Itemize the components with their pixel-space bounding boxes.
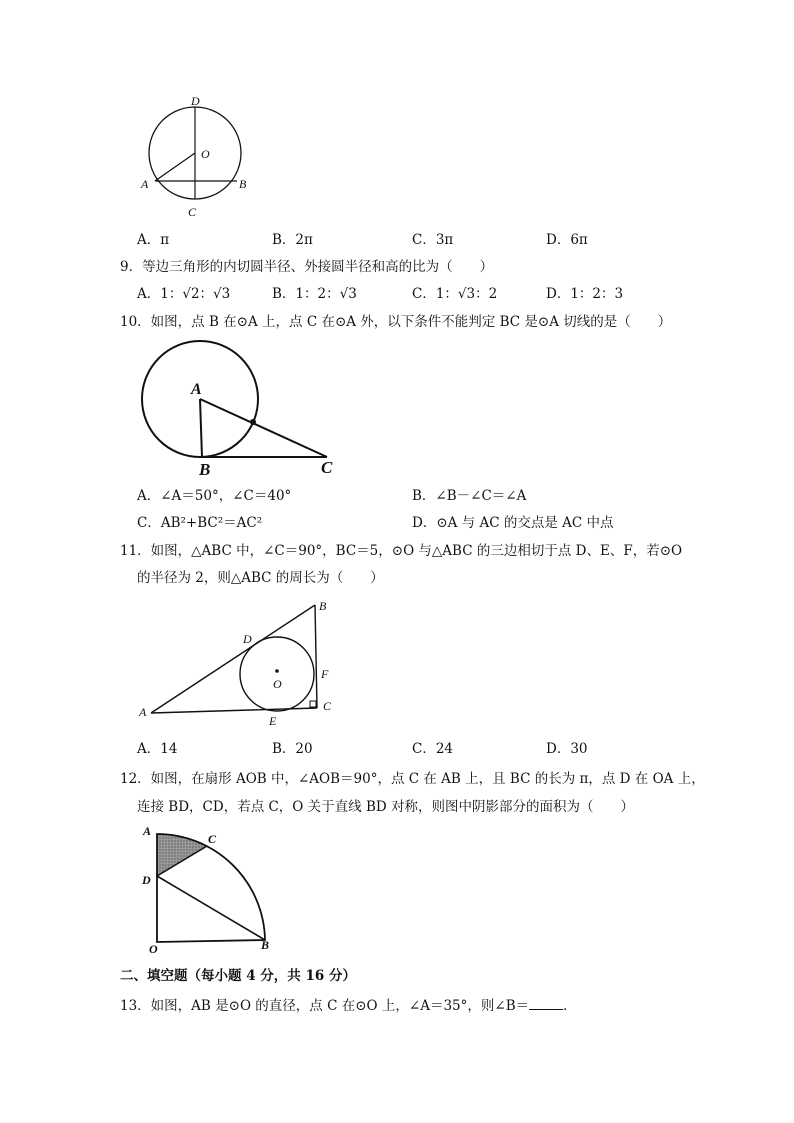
q11-option-d: D．30: [546, 741, 588, 757]
q10-option-b: B．∠B－∠C＝∠A: [412, 488, 527, 504]
q9-option-c: C．1：√3：2: [412, 286, 498, 302]
q8-option-c: C．3π: [412, 232, 454, 248]
q8-circle-figure: [135, 95, 255, 220]
q9-option-a: A．1：√2：√3: [137, 286, 231, 302]
q13-stem-row: [120, 995, 577, 1017]
q11-incircle-figure: [135, 595, 345, 730]
q9-stem: 9．等边三角形的内切圆半径、外接圆半径和高的比为（ ）: [120, 259, 494, 275]
section-heading: 二、填空题（每小题 4 分，共 16 分）: [120, 968, 356, 984]
label-D: D: [191, 95, 200, 108]
q10-option-c: C．AB²+BC²＝AC²: [137, 515, 263, 531]
q10-tangent-figure: [135, 335, 345, 480]
label-E: E: [269, 714, 277, 728]
q9-option-b: B．1：2：√3: [272, 286, 357, 302]
q11-option-a: A．14: [137, 741, 178, 757]
label-O: O: [273, 677, 282, 691]
label-A: A: [191, 381, 202, 398]
q10-option-a: A．∠A＝50°，∠C＝40°: [137, 488, 292, 504]
label-F: F: [321, 667, 329, 681]
label-A: A: [143, 824, 152, 838]
q11-option-b: B．20: [272, 741, 313, 757]
q10-stem: 10．如图，点 B 在⊙A 上，点 C 在⊙A 外，以下条件不能判定 BC 是⊙A 切线的是（ ）: [120, 314, 672, 330]
label-A: A: [139, 705, 147, 719]
q13-stem: 13．如图，AB 是⊙O 的直径，点 C 在⊙O 上，∠A＝35°，则∠B＝: [120, 998, 530, 1014]
label-D: D: [243, 632, 252, 646]
label-B: B: [199, 460, 211, 479]
q10-option-d: D．⊙A 与 AC 的交点是 AC 中点: [412, 515, 614, 531]
q8-option-b: B．2π: [272, 232, 313, 248]
q8-option-d: D．6π: [546, 232, 588, 248]
q11-stem-line1: 11．如图，△ABC 中，∠C＝90°，BC＝5，⊙O 与△ABC 的三边相切于点 D、E、F，若⊙O: [120, 543, 683, 559]
q13-end: ．: [563, 998, 577, 1014]
q12-stem-line1: 12．如图，在扇形 AOB 中，∠AOB＝90°，点 C 在 AB 上，且 BC 的长为 π，点 D 在 OA 上，: [120, 771, 705, 787]
label-A: A: [141, 177, 149, 191]
label-B: B: [261, 938, 270, 952]
q12-sector-figure: [135, 822, 285, 957]
label-B: B: [239, 177, 247, 191]
answer-blank[interactable]: [529, 995, 563, 1010]
q8-option-a: A．π: [137, 232, 170, 248]
q11-stem-line2: 的半径为 2，则△ABC 的周长为（ ）: [137, 570, 384, 586]
label-D: D: [142, 873, 151, 887]
label-O: O: [201, 147, 210, 161]
label-C: C: [208, 832, 217, 846]
q11-option-c: C．24: [412, 741, 454, 757]
label-C: C: [321, 458, 333, 477]
label-B: B: [319, 599, 327, 613]
q12-stem-line2: 连接 BD，CD，若点 C，O 关于直线 BD 对称，则图中阴影部分的面积为（ ）: [137, 799, 634, 815]
label-O: O: [149, 942, 158, 956]
q9-option-d: D．1：2：3: [546, 286, 624, 302]
label-C: C: [188, 205, 197, 219]
label-C: C: [323, 699, 332, 713]
